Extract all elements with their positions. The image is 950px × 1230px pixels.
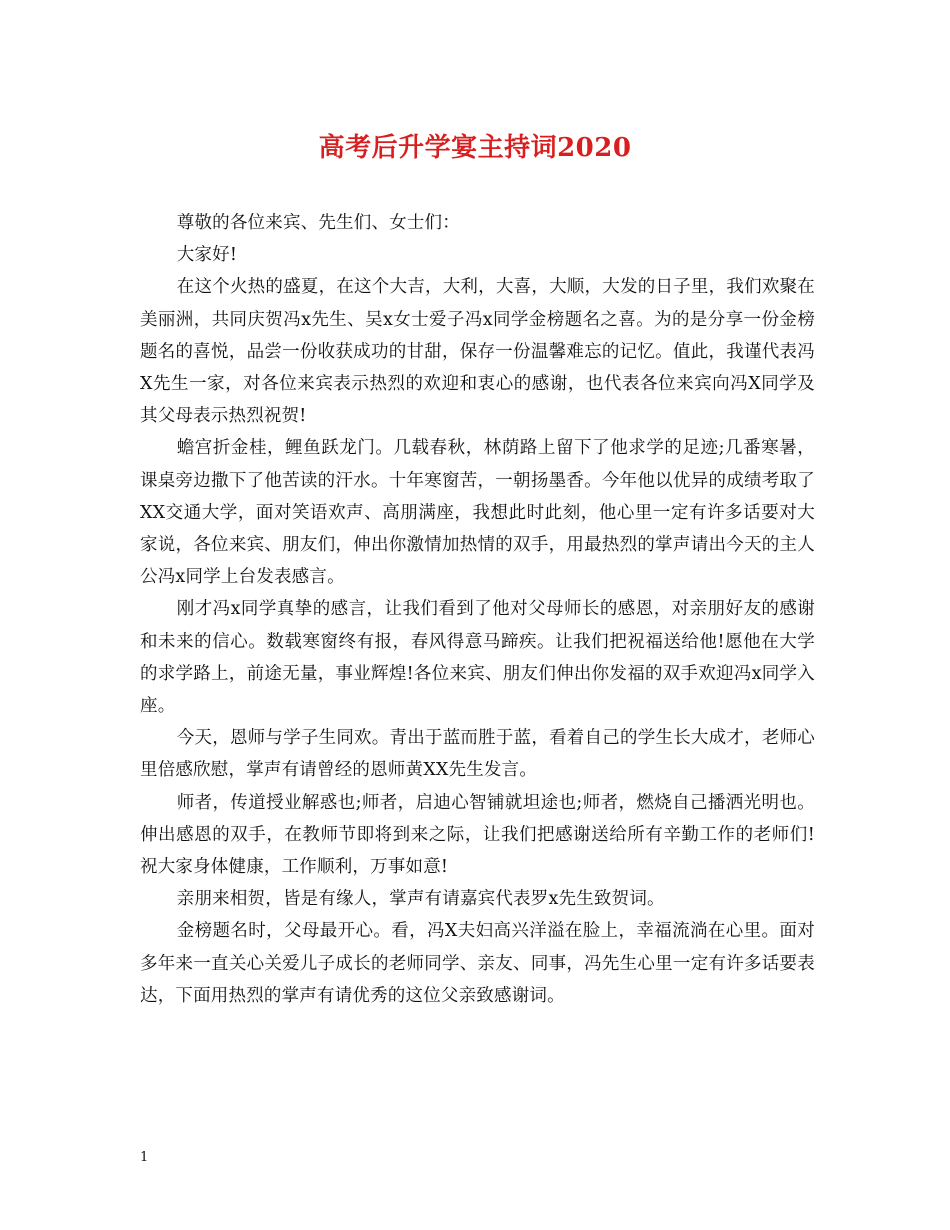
greeting-paragraph: 大家好!	[176, 245, 238, 266]
body-paragraph: 今天，恩师与学子生同欢。青出于蓝而胜于蓝，看着自己的学生长大成才，老师心里倍感欣慰，掌声有请曾经的恩师黄XX先生发言。	[140, 728, 815, 781]
document-title: 高考后升学宴主持词2020	[318, 133, 632, 163]
body-paragraph: 刚才冯x同学真挚的感言，让我们看到了他对父母师长的感恩，对亲朋好友的感谢和未来的信心。数载寒窗终有报，春风得意马蹄疾。让我们把祝福送给他!愿他在大学的求学路上，前途无量，事业辉煌!各位来宾、朋友们伸出你发福的双手欢迎冯x同学入座。	[140, 599, 815, 717]
salutation-paragraph: 尊敬的各位来宾、先生们、女士们：	[176, 213, 460, 233]
document-body	[140, 207, 815, 1012]
body-paragraph: 师者，传道授业解惑也;师者，启迪心智铺就坦途也;师者，燃烧自己播洒光明也。伸出感恩的双手，在教师节即将到来之际，让我们把感谢送给所有辛勤工作的老师们!祝大家身体健康，工作顺利，万事如意!	[140, 792, 815, 878]
body-paragraph: 金榜题名时，父母最开心。看，冯X夫妇高兴洋溢在脸上，幸福流淌在心里。面对多年来一直关心关爱儿子成长的老师同学、亲友、同事，冯先生心里一定有许多话要表达，下面用热烈的掌声有请优秀的这位父亲致感谢词。	[140, 921, 815, 1006]
body-paragraph: 在这个火热的盛夏，在这个大吉，大利，大喜，大顺，大发的日子里，我们欢聚在美丽洲，共同庆贺冯x先生、吴x女士爱子冯x同学金榜题名之喜。为的是分享一份金榜题名的喜悦，品尝一份收获成功的甘甜，保存一份温馨难忘的记忆。值此，我谨代表冯X先生一家，对各位来宾表示热烈的欢迎和衷心的感谢，也代表各位来宾向冯X同学及其父母表示热烈祝贺!	[140, 277, 815, 427]
body-paragraph: 蟾宫折金桂，鲤鱼跃龙门。几载春秋，林荫路上留下了他求学的足迹;几番寒暑，课桌旁边撒下了他苦读的汗水。十年寒窗苦，一朝扬墨香。今年他以优异的成绩考取了XX交通大学，面对笑语欢声、高朋满座，我想此时此刻，他心里一定有许多话要对大家说，各位来宾、朋友们，伸出你激情加热情的双手，用最热烈的掌声请出今天的主人公冯x同学上台发表感言。	[140, 438, 815, 588]
body-paragraph: 亲朋来相贺，皆是有缘人，掌声有请嘉宾代表罗x先生致贺词。	[176, 889, 665, 910]
page-number: 1	[140, 1150, 149, 1165]
